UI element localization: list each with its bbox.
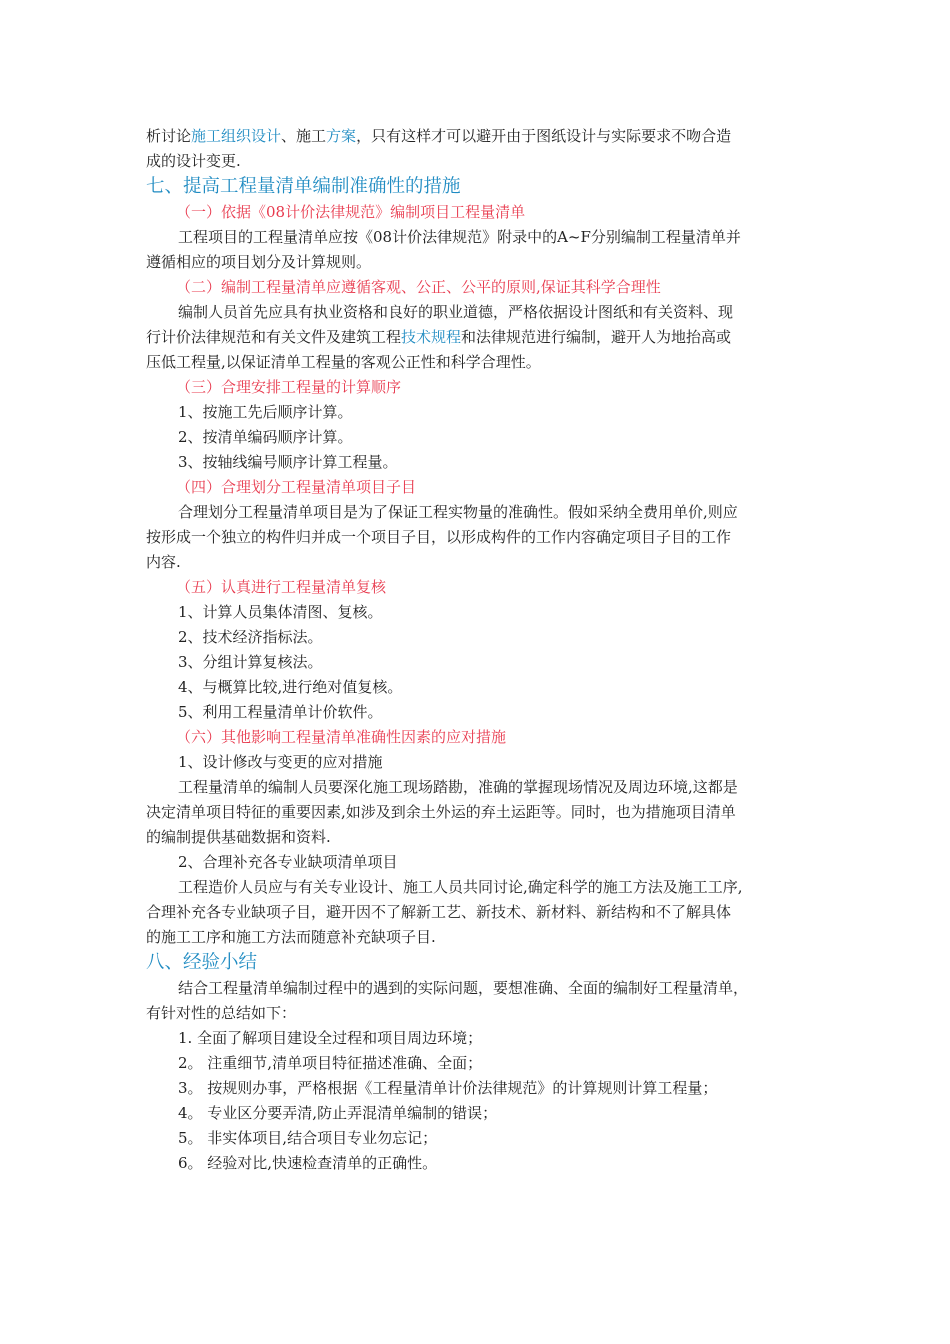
paragraph-line: 工程项目的工程量清单应按《08计价法律规范》附录中的A~F分别编制工程量清单并 [178, 228, 741, 246]
intro-line-2: 成的设计变更. [146, 152, 241, 170]
paragraph-line [146, 325, 806, 350]
list-item: 6。 经验对比,快速检查清单的正确性。 [178, 1154, 438, 1172]
paragraph-line: 合理补充各专业缺项子目，避开因不了解新工艺、新技术、新材料、新结构和不了解具体 [146, 903, 732, 921]
list-item: 3、分组计算复核法。 [178, 653, 323, 671]
paragraph-line: 工程造价人员应与有关专业设计、施工人员共同讨论,确定科学的施工方法及施工工序, [178, 878, 743, 896]
subheading-5: （五）认真进行工程量清单复核 [176, 578, 387, 596]
section-8-heading: 八、经验小结 [146, 952, 258, 973]
text-span: 、施工 [281, 127, 327, 145]
paragraph-line: 遵循相应的项目划分及计算规则。 [146, 253, 372, 271]
list-item: 3。 按规则办事，严格根据《工程量清单计价法律规范》的计算规则计算工程量； [178, 1079, 718, 1097]
subheading-3: （三）合理安排工程量的计算顺序 [176, 378, 402, 396]
intro-line-1 [146, 124, 806, 149]
list-item: 1、计算人员集体清图、复核。 [178, 603, 383, 621]
paragraph-line: 的施工工序和施工方法而随意补充缺项子目. [146, 928, 436, 946]
link-plan[interactable]: 方案 [326, 127, 357, 145]
link-construction-design[interactable]: 施工组织设计 [191, 127, 282, 145]
subheading-4: （四）合理划分工程量清单项目子目 [176, 478, 417, 496]
paragraph-line: 决定清单项目特征的重要因素,如涉及到余土外运的弃土运距等。同时，也为措施项目清单 [146, 803, 736, 821]
paragraph-line: 按形成一个独立的构件归并成一个项目子目，以形成构件的工作内容确定项目子目的工作 [146, 528, 732, 546]
list-item: 2。 注重细节,清单项目特征描述准确、全面； [178, 1054, 483, 1072]
list-item: 1、按施工先后顺序计算。 [178, 403, 353, 421]
list-item: 4、与概算比较,进行绝对值复核。 [178, 678, 403, 696]
paragraph-line: 有针对性的总结如下： [146, 1004, 297, 1022]
list-item: 5、利用工程量清单计价软件。 [178, 703, 383, 721]
list-item: 1. 全面了解项目建设全过程和项目周边环境； [178, 1029, 483, 1047]
list-item: 2、合理补充各专业缺项清单项目 [178, 853, 398, 871]
paragraph-line: 编制人员首先应具有执业资格和良好的职业道德，严格依据设计图纸和有关资料、现 [178, 303, 734, 321]
text-span: 析讨论 [146, 127, 192, 145]
subheading-6: （六）其他影响工程量清单准确性因素的应对措施 [176, 728, 507, 746]
paragraph-line: 压低工程量,以保证清单工程量的客观公正性和科学合理性。 [146, 353, 541, 371]
subheading-1: （一）依据《08计价法律规范》编制项目工程量清单 [176, 203, 526, 221]
list-item: 2、按清单编码顺序计算。 [178, 428, 353, 446]
list-item: 5。 非实体项目,结合项目专业勿忘记； [178, 1129, 438, 1147]
list-item: 3、按轴线编号顺序计算工程量。 [178, 453, 398, 471]
paragraph-line: 内容. [146, 553, 181, 571]
paragraph-line: 合理划分工程量清单项目是为了保证工程实物量的准确性。假如采纳全费用单价,则应 [178, 503, 738, 521]
text-span: 行计价法律规范和有关文件及建筑工程 [146, 328, 402, 346]
paragraph-line: 的编制提供基础数据和资料. [146, 828, 331, 846]
paragraph-line: 工程量清单的编制人员要深化施工现场踏勘，准确的掌握现场情况及周边环境,这都是 [178, 778, 738, 796]
paragraph-line: 结合工程量清单编制过程中的遇到的实际问题，要想准确、全面的编制好工程量清单， [178, 979, 749, 997]
section-7-heading: 七、提高工程量清单编制准确性的措施 [146, 176, 461, 197]
link-technical-code[interactable]: 技术规程 [401, 328, 462, 346]
text-span: 和法律规范进行编制，避开人为地抬高或 [461, 328, 732, 346]
list-item: 1、设计修改与变更的应对措施 [178, 753, 383, 771]
list-item: 2、技术经济指标法。 [178, 628, 323, 646]
text-span: ，只有这样才可以避开由于图纸设计与实际要求不吻合造 [356, 127, 732, 145]
subheading-2: （二）编制工程量清单应遵循客观、公正、公平的原则,保证其科学合理性 [176, 278, 661, 296]
document-page [146, 124, 806, 1176]
list-item: 4。 专业区分要弄清,防止弄混清单编制的错误； [178, 1104, 498, 1122]
